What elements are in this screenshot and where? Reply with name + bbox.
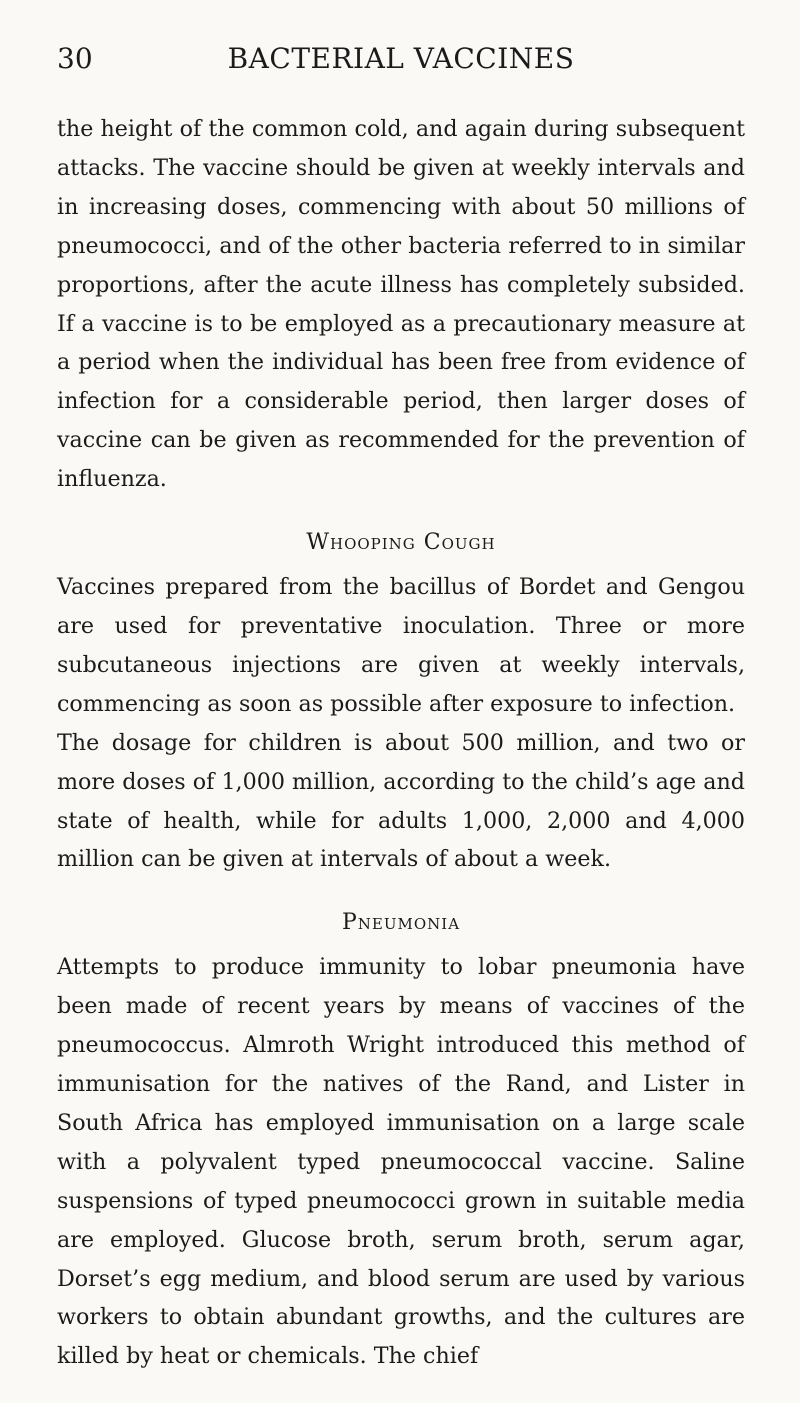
running-head bbox=[57, 40, 745, 78]
paragraph-pneumonia: Attempts to produce immunity to lobar pneumonia have been made of recent years by means of vaccines of the pneumococcus. Almroth Wright introduced this method of immunisation for the natives of the Rand, and Lister in South Africa has employed immunisation on a large scale with a polyvalent typed pneumococcal vaccine. Saline suspensions of typed pneumococci grown in suitable media are employed. Glucose broth, serum broth, serum agar, Dorset’s egg medium, and blood serum are used by various workers to obtain abundant growths, and the cultures are killed by heat or chemicals. The chief bbox=[57, 954, 745, 1370]
page-number: 30 bbox=[57, 42, 93, 75]
running-title: BACTERIAL VACCINES bbox=[227, 42, 575, 75]
section-heading-pneumonia: Pneumonia bbox=[341, 910, 461, 936]
paragraph-whooping-cough-vaccines: Vaccines prepared from the bacillus of Bordet and Gengou are used for preventative inoculation. Three or more subcutaneous injections are given at weekly intervals, commencing as soon as possible after exposure to infection. bbox=[57, 574, 745, 717]
paragraph-common-cold-continued: the height of the common cold, and again during subsequent attacks. The vaccine should be given at weekly intervals and in increasing doses, commencing with about 50 millions of pneumococci, and of the other bacteria referred to in similar proportions, after the acute illness has completely subsided. If a vaccine is to be employed as a precautionary measure at a period when the individual has been free from evidence of infection for a considerable period, then larger doses of vaccine can be given as recommended for the prevention of influenza. bbox=[57, 116, 745, 493]
paragraph-whooping-cough-dosage: The dosage for children is about 500 million, and two or more doses of 1,000 million, according to the child’s age and state of health, while for adults 1,000, 2,000 and 4,000 million can be given at intervals of about a week. bbox=[57, 729, 745, 873]
section-heading-whooping-cough: Whooping Cough bbox=[306, 530, 496, 556]
body-text bbox=[57, 110, 745, 1376]
